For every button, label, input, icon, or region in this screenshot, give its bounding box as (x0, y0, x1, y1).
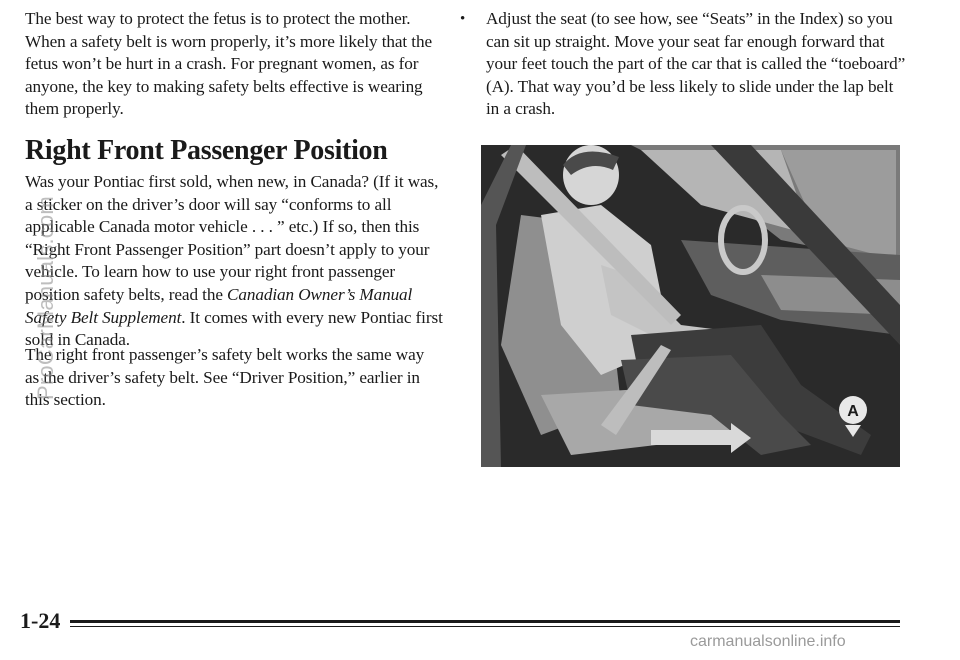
footer-rule-thin (70, 626, 900, 627)
canada-text-2: . It comes with every new Pontiac first sold in Canada. (25, 307, 443, 350)
toeboard-label: A (847, 403, 859, 420)
intro-paragraph: The best way to protect the fetus is to protect the mother. When a safety belt is worn properly, it’s more likely that the fetus won’t be hurt in a crash. For pregnant women, as for anyone, the key to making safety belts effective is wearing them properly. (25, 9, 432, 119)
bullet-icon: • (460, 11, 466, 27)
footer-rule (70, 620, 900, 623)
passenger-belt-paragraph: The right front passenger’s safety belt works the same way as the driver’s safety belt. See “Driver Position,” earlier in this section. (25, 345, 425, 410)
canada-text-1: Was your Pontiac first sold, when new, in Canada? (If it was, a sticker on the driver’s door will say “conforms to all applicable Canada motor vehicle . . . ” etc.) If so, then this “Right Front Passenger Position” part doesn’t apply to your vehicle. To learn how to use your right front passenger position safety belts, read the (25, 172, 439, 304)
vertical-watermark: ProCarManuals.com (33, 196, 58, 400)
supplement-title: Canadian Owner’s Manual Safety Belt Supplement (25, 284, 413, 327)
page-number: 1-24 (20, 608, 61, 633)
passenger-seat-illustration (481, 145, 900, 467)
seat-adjust-bullet (458, 8, 910, 121)
canada-paragraph (25, 171, 450, 352)
bullet-text: Adjust the seat (to see how, see “Seats” in the Index) so you can sit up straight. Move your seat far enough forward that your feet touch the part of the car that is called the “toeboard” (A). That way you’d be less likely to slide under the lap belt in a crash. (486, 9, 906, 119)
section-heading: Right Front Passenger Position (25, 135, 388, 166)
bottom-watermark: carmanualsonline.info (690, 633, 846, 650)
